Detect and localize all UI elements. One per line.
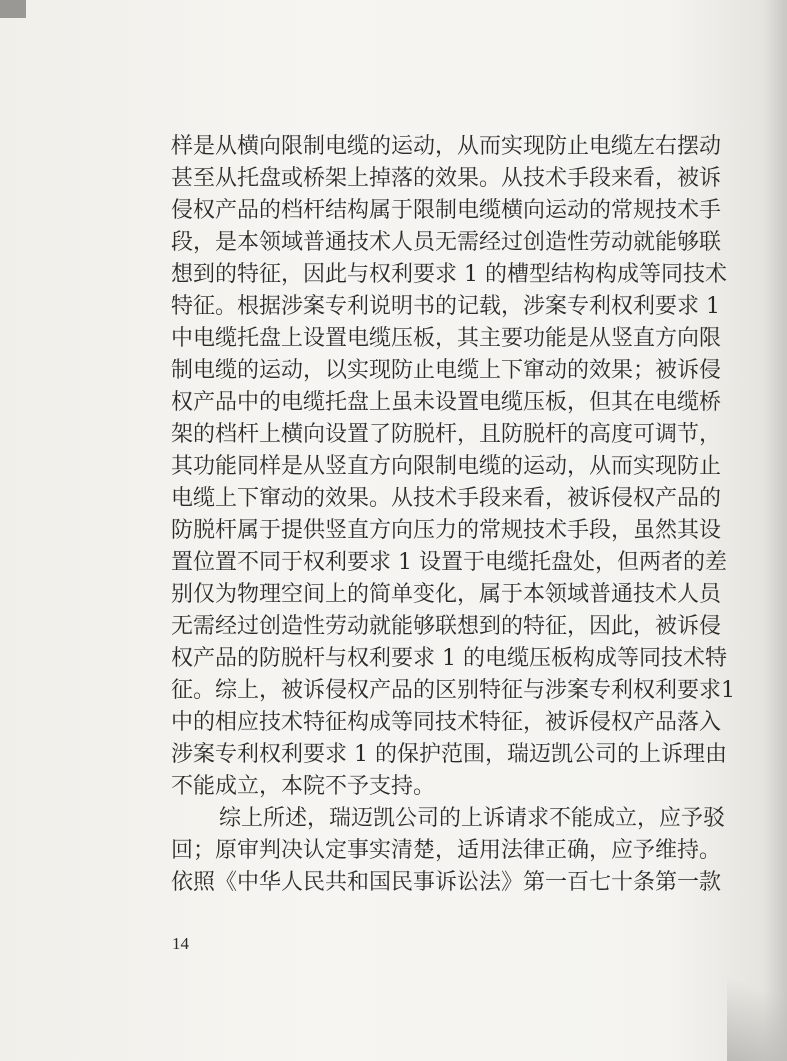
text-line: 架的档杆上横向设置了防脱杆，且防脱杆的高度可调节， <box>171 422 722 447</box>
text-line: 回；原审判决认定事实清楚，适用法律正确，应予维持。 <box>171 838 722 863</box>
paragraph-1 <box>171 131 735 803</box>
text-line: 特征。根据涉案专利说明书的记载，涉案专利权利要求 1 <box>171 294 720 319</box>
text-line: 置位置不同于权利要求 1 设置于电缆托盘处，但两者的差 <box>171 550 727 575</box>
document-body <box>171 131 735 899</box>
text-line: 依照《中华人民共和国民事诉讼法》第一百七十条第一款 <box>171 870 722 895</box>
text-line: 权产品中的电缆托盘上虽未设置电缆压板，但其在电缆桥 <box>171 390 722 415</box>
scan-corner-shadow <box>0 0 26 18</box>
text-line: 想到的特征，因此与权利要求 1 的槽型结构构成等同技术 <box>171 262 727 287</box>
text-line: 其功能同样是从竖直方向限制电缆的运动，从而实现防止 <box>171 454 722 479</box>
text-line: 综上所述，瑞迈凯公司的上诉请求不能成立，应予驳 <box>219 806 726 831</box>
text-line: 别仅为物理空间上的简单变化，属于本领域普通技术人员 <box>171 582 722 607</box>
text-line: 样是从横向限制电缆的运动，从而实现防止电缆左右摆动 <box>171 134 722 159</box>
text-line: 征。综上，被诉侵权产品的区别特征与涉案专利权利要求1 <box>171 678 735 703</box>
page-curl-shadow <box>727 941 787 1061</box>
text-line: 甚至从托盘或桥架上掉落的效果。从技术手段来看，被诉 <box>171 166 722 191</box>
text-line: 中的相应技术特征构成等同技术特征，被诉侵权产品落入 <box>171 710 722 735</box>
text-line: 防脱杆属于提供竖直方向压力的常规技术手段，虽然其设 <box>171 518 722 543</box>
page-number: 14 <box>172 934 189 953</box>
paragraph-2 <box>171 803 726 899</box>
text-line: 电缆上下窜动的效果。从技术手段来看，被诉侵权产品的 <box>171 486 722 511</box>
text-line: 段，是本领域普通技术人员无需经过创造性劳动就能够联 <box>171 230 722 255</box>
text-line: 不能成立，本院不予支持。 <box>171 774 436 799</box>
text-line: 无需经过创造性劳动就能够联想到的特征，因此，被诉侵 <box>171 614 722 639</box>
text-line: 制电缆的运动，以实现防止电缆上下窜动的效果；被诉侵 <box>171 358 722 383</box>
text-line: 权产品的防脱杆与权利要求 1 的电缆压板构成等同技术特 <box>171 646 727 671</box>
text-line: 侵权产品的档杆结构属于限制电缆横向运动的常规技术手 <box>171 198 722 223</box>
text-line: 涉案专利权利要求 1 的保护范围，瑞迈凯公司的上诉理由 <box>171 742 727 767</box>
text-line: 中电缆托盘上设置电缆压板，其主要功能是从竖直方向限 <box>171 326 722 351</box>
